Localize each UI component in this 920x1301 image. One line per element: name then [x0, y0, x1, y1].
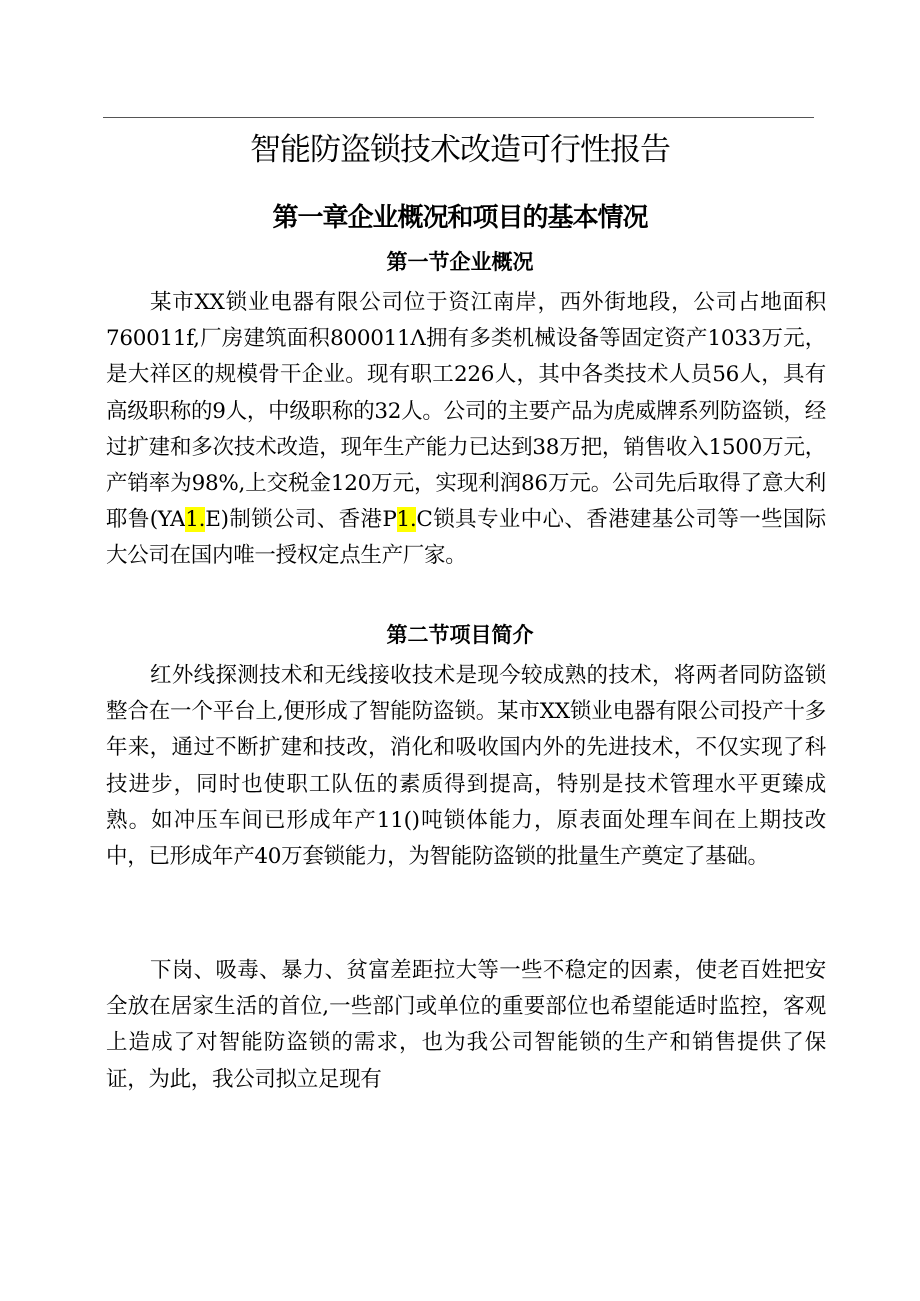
section-title-project-intro: 第二节项目简介: [386, 622, 534, 647]
project-intro-paragraph: 红外线探测技术和无线接收技术是现今较成熟的技术，将两者同防盗锁整合在一个平台上,便形成了智能防盗锁。某市XX锁业电器有限公司投产十多年来，通过不断扩建和技改，消化和吸收国内外的先进技术，不仅实现了科技进步，同时也使职工队伍的素质得到提高，特别是技术管理水平更臻成熟。如冲压车间已形成年产11()吨锁体能力，原表面处理车间在上期技改中，已形成年产40万套锁能力，为智能防盗锁的批量生产奠定了基础。: [106, 663, 826, 870]
header-rule: [103, 117, 814, 118]
paragraph-text: 某市XX锁业电器有限公司位于资江南岸，西外街地段，公司占地面积760011f,厂房建筑面积800011Λ拥有多类机械设备等固定资产1033万元，是大祥区的规模骨干企业。现有职工226人，其中各类技术人员56人，具有高级职称的9人，中级职称的32人。公司的主要产品为虎威牌系列防盗锁，经过扩建和多次技术改造，现年生产能力已达到38万把，销售收入1500万元，产销率为98%,上交税金120万元，实现利润86万元。公司先后取得了意大利耶鲁(YA: [106, 290, 826, 533]
demand-paragraph: 下岗、吸毒、暴力、贫富差距拉大等一些不稳定的因素，使老百姓把安全放在居家生活的首位,一些部门或单位的重要部位也希望能适时监控，客观上造成了对智能防盗锁的需求，也为我公司智能锁的生产和销售提供了保证，为此，我公司拟立足现有: [106, 958, 826, 1092]
highlighted-text: 1.: [396, 507, 417, 533]
chapter-title: 第一章企业概况和项目的基本情况: [272, 203, 648, 233]
document-title: 智能防盗锁技术改造可行性报告: [250, 132, 670, 168]
paragraph-text: C锁具专业中心、香港建基公司等一些国际大公司在国内唯一授权定点生产厂家。: [106, 507, 826, 569]
paragraph-text: E)制锁公司、香港P: [205, 507, 397, 533]
company-overview-paragraph: [106, 285, 826, 575]
section-title-company-overview: 第一节企业概况: [386, 249, 534, 274]
highlighted-text: 1.: [185, 507, 206, 533]
